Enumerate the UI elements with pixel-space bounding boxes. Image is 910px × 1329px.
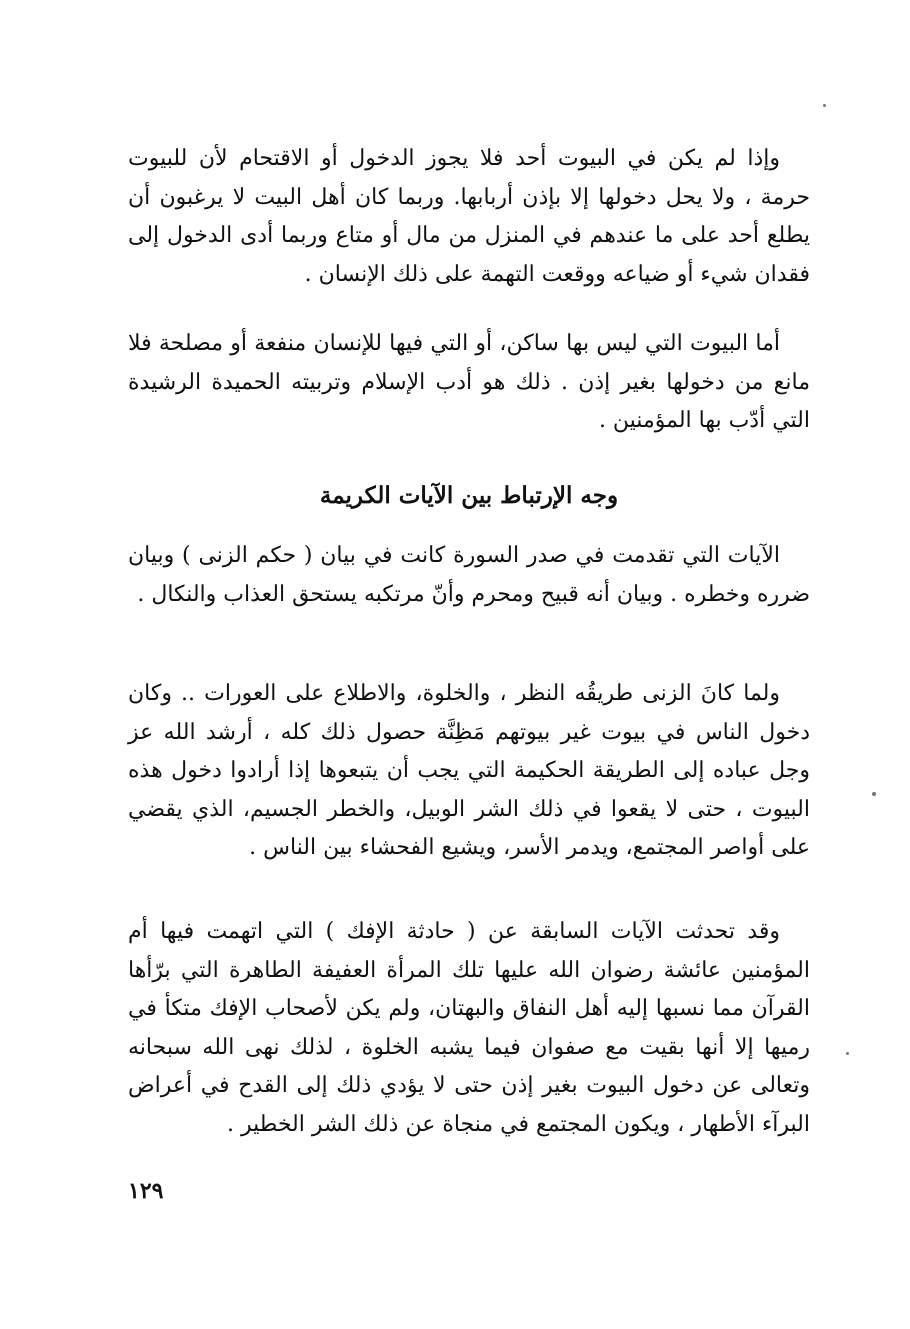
paragraph-preceding-verses (128, 537, 810, 614)
paragraph-uninhabited-houses (128, 325, 810, 441)
paragraph-text: وقد تحدثت الآيات السابقة عن ( حادثة الإفك ) التي اتهمت فيها أم المؤمنين عائشة رضوان الله عليها تلك المرأة العفيفة الطاهرة التي برّأها القرآن مما نسبها إليه أهل النفاق والبهتان، ولم يكن لأصحاب الإفك متكأ في رميها إلا أنها بقيت مع صفوان فيما يشبه الخلوة ، لذلك نهى الله سبحانه وتعالى عن دخول البيوت بغير إذن حتى لا يؤدي ذلك إلى القدح في أعراض البرآء الأطهار ، ويكون المجتمع في منجاة عن ذلك الشر الخطير . (128, 919, 810, 1137)
paragraph-text: الآيات التي تقدمت في صدر السورة كانت في بيان ( حكم الزنى ) وبيان ضرره وخطره . وبيان أنه قبيح ومحرم وأنّ مرتكبه يستحق العذاب والنكال . (128, 543, 810, 607)
paragraph-text: ولما كانَ الزنى طريقُه النظر ، والخلوة، والاطلاع على العورات .. وكان دخول الناس في بيوت غير بيوتهم مَظِنَّة حصول ذلك كله ، أرشد الله عز وجل عباده إلى الطريقة الحكيمة التي يجب أن يتبعوها إذا أرادوا دخول هذه البيوت ، حتى لا يقعوا في ذلك الشر الوبيل، والخطر الجسيم، الذي يقضي على أواصر المجتمع، ويدمر الأسر، ويشيع الفحشاء بين الناس . (128, 681, 810, 860)
paragraph-text: وإذا لم يكن في البيوت أحد فلا يجوز الدخول أو الاقتحام لأن للبيوت حرمة ، ولا يحل دخولها إلا بإذن أربابها. وربما كان أهل البيت لا يرغبون أن يطلع أحد على ما عندهم في المنزل من مال أو متاع وربما أدى الدخول إلى فقدان شيء أو ضياعه ووقعت التهمة على ذلك الإنسان . (128, 146, 810, 287)
paragraph-text: أما البيوت التي ليس بها ساكن، أو التي فيها للإنسان منفعة أو مصلحة فلا مانع من دخولها بغير إذن . ذلك هو أدب الإسلام وتربيته الحميدة الرشيدة التي أدّب بها المؤمنين . (128, 331, 810, 433)
paragraph-ifk-incident (128, 913, 810, 1144)
paragraph-wise-path (128, 675, 810, 868)
paragraph-entry-without-occupants (128, 140, 810, 294)
scan-speck (872, 792, 876, 796)
scan-speck (846, 1052, 849, 1055)
scan-speck (823, 104, 826, 107)
section-heading: وجه الإرتباط بين الآيات الكريمة (319, 482, 619, 509)
page-number: ١٢٩ (128, 1178, 164, 1204)
